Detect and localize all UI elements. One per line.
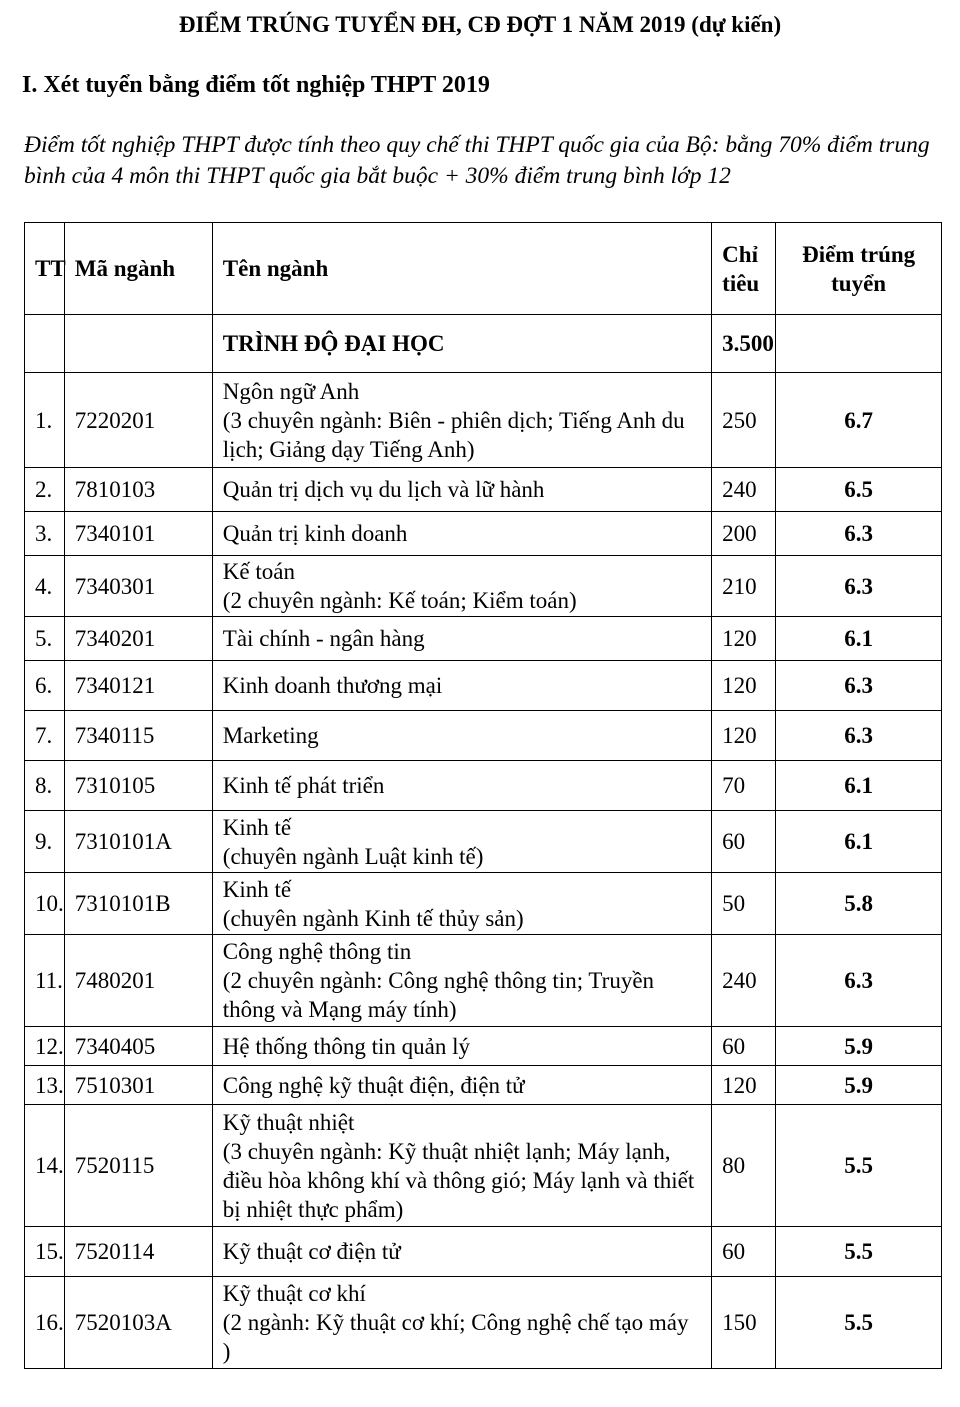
table-row [25,761,942,811]
row-name-cell [212,935,711,1027]
row-tt: 1. [25,373,65,468]
row-name: Quản trị kinh doanh [222,521,408,546]
row-code: 7310105 [64,761,212,811]
header-tt: TT [25,223,65,315]
table-row [25,873,942,935]
row-code: 7340121 [64,661,212,711]
row-code: 7340405 [64,1027,212,1066]
table-row [25,661,942,711]
row-tt: 8. [25,761,65,811]
row-name: Kinh tế [222,876,292,902]
row-name-cell [212,761,711,811]
row-name: Kế toán [222,559,295,584]
row-code: 7340115 [64,711,212,761]
intro-paragraph: Điểm tốt nghiệp THPT được tính theo quy chế thi THPT quốc gia của Bộ: bằng 70% điểm trung bình của 4 môn thi THPT quốc gia bắt buộc + 30% điểm trung bình lớp 12 [24,132,930,189]
table-row [25,1027,942,1066]
row-score: 5.8 [776,873,942,935]
row-name: Kinh doanh thương mại [222,673,443,698]
row-code: 7510301 [64,1066,212,1105]
table-row [25,556,942,617]
row-name-cell [212,1027,711,1066]
row-name-cell [212,711,711,761]
row-subtitle: (2 chuyên ngành: Kế toán; Kiểm toán) [222,588,577,613]
row-quota: 200 [712,512,776,556]
row-name-cell [212,873,711,935]
header-score: Điểm trúng tuyển [776,223,942,315]
row-name: Kỹ thuật cơ khí [222,1281,366,1306]
row-name-cell [212,617,711,661]
row-quota: 60 [712,1027,776,1066]
row-subtitle: (2 chuyên ngành: Công nghệ thông tin; Truyền thông và Mạng máy tính) [222,968,655,1022]
row-tt: 7. [25,711,65,761]
row-quota: 120 [712,711,776,761]
level-score [776,315,942,373]
row-quota: 70 [712,761,776,811]
row-subtitle: (3 chuyên ngành: Biên - phiên dịch; Tiếng Anh du lịch; Giảng dạy Tiếng Anh) [222,407,685,462]
row-name: Hệ thống thông tin quản lý [222,1033,471,1059]
row-code: 7810103 [64,468,212,512]
section-heading: I. Xét tuyển bằng điểm tốt nghiệp THPT 2019 [22,72,490,98]
row-code: 7310101B [64,873,212,935]
table-row [25,617,942,661]
row-tt: 3. [25,512,65,556]
row-tt: 2. [25,468,65,512]
header-quota: Chỉ tiêu [712,223,776,315]
row-score: 5.9 [776,1066,942,1105]
table-row [25,512,942,556]
row-name-cell [212,1227,711,1277]
row-code: 7520103A [64,1277,212,1369]
row-score: 6.3 [776,512,942,556]
row-quota: 60 [712,1227,776,1277]
row-code: 7340301 [64,556,212,617]
row-quota: 250 [712,373,776,468]
row-subtitle: (chuyên ngành Luật kinh tế) [222,843,484,869]
row-name: Ngôn ngữ Anh [222,378,360,404]
row-name-cell [212,811,711,873]
table-row [25,1066,942,1105]
row-score: 6.1 [776,761,942,811]
admission-score-table [24,222,942,1369]
row-score: 6.7 [776,373,942,468]
level-name: TRÌNH ĐỘ ĐẠI HỌC [212,315,711,373]
table-row [25,935,942,1027]
row-name-cell [212,468,711,512]
row-name-cell [212,556,711,617]
row-code: 7480201 [64,935,212,1027]
row-tt: 15. [25,1227,65,1277]
row-code: 7340101 [64,512,212,556]
row-score: 6.3 [776,935,942,1027]
table-row [25,373,942,468]
row-score: 6.1 [776,811,942,873]
row-code: 7520115 [64,1105,212,1227]
row-tt: 16. [25,1277,65,1369]
row-name-cell [212,661,711,711]
row-tt: 10. [25,873,65,935]
row-name-cell [212,1277,711,1369]
row-subtitle: (3 chuyên ngành: Kỹ thuật nhiệt lạnh; Máy lạnh, điều hòa không khí và thông gió; Máy lạnh và thiết bị nhiệt thực phẩm) [222,1138,695,1222]
level-tt [25,315,65,373]
row-name: Kỹ thuật nhiệt [222,1109,355,1135]
row-name-cell [212,1066,711,1105]
row-quota: 120 [712,1066,776,1105]
row-tt: 12. [25,1027,65,1066]
row-score: 6.3 [776,556,942,617]
level-quota: 3.500 [712,315,776,373]
row-quota: 50 [712,873,776,935]
row-tt: 9. [25,811,65,873]
level-row [25,315,942,373]
row-score: 6.3 [776,661,942,711]
row-tt: 11. [25,935,65,1027]
row-name-cell [212,512,711,556]
row-quota: 240 [712,468,776,512]
row-quota: 240 [712,935,776,1027]
row-code: 7220201 [64,373,212,468]
table-header-row [25,223,942,315]
table-row [25,468,942,512]
row-name: Kinh tế [222,814,292,840]
row-tt: 5. [25,617,65,661]
row-quota: 80 [712,1105,776,1227]
row-subtitle: (2 ngành: Kỹ thuật cơ khí; Công nghệ chế tạo máy ) [222,1310,689,1364]
row-name: Kinh tế phát triển [222,773,385,798]
header-name: Tên ngành [212,223,711,315]
table-row [25,1277,942,1369]
row-name: Tài chính - ngân hàng [222,626,425,651]
row-code: 7340201 [64,617,212,661]
row-tt: 4. [25,556,65,617]
row-name: Kỹ thuật cơ điện tử [222,1239,401,1264]
header-code: Mã ngành [64,223,212,315]
row-quota: 120 [712,617,776,661]
row-score: 5.9 [776,1027,942,1066]
table-row [25,711,942,761]
row-name: Công nghệ kỹ thuật điện, điện tử [222,1072,525,1098]
row-score: 5.5 [776,1277,942,1369]
table-row [25,1227,942,1277]
document-title: ĐIỂM TRÚNG TUYỂN ĐH, CĐ ĐỢT 1 NĂM 2019 (dự kiến) [178,12,782,37]
row-name: Marketing [222,723,319,748]
row-tt: 13. [25,1066,65,1105]
row-name-cell [212,373,711,468]
row-score: 6.5 [776,468,942,512]
level-code [64,315,212,373]
row-name-cell [212,1105,711,1227]
row-score: 6.1 [776,617,942,661]
row-quota: 120 [712,661,776,711]
row-score: 5.5 [776,1227,942,1277]
table-row [25,811,942,873]
row-quota: 210 [712,556,776,617]
row-score: 5.5 [776,1105,942,1227]
row-subtitle: (chuyên ngành Kinh tế thủy sản) [222,905,524,931]
row-name: Công nghệ thông tin [222,939,412,964]
row-tt: 6. [25,661,65,711]
row-quota: 60 [712,811,776,873]
table-row [25,1105,942,1227]
row-name: Quản trị dịch vụ du lịch và lữ hành [222,477,545,502]
row-code: 7310101A [64,811,212,873]
row-quota: 150 [712,1277,776,1369]
row-tt: 14. [25,1105,65,1227]
row-score: 6.3 [776,711,942,761]
row-code: 7520114 [64,1227,212,1277]
